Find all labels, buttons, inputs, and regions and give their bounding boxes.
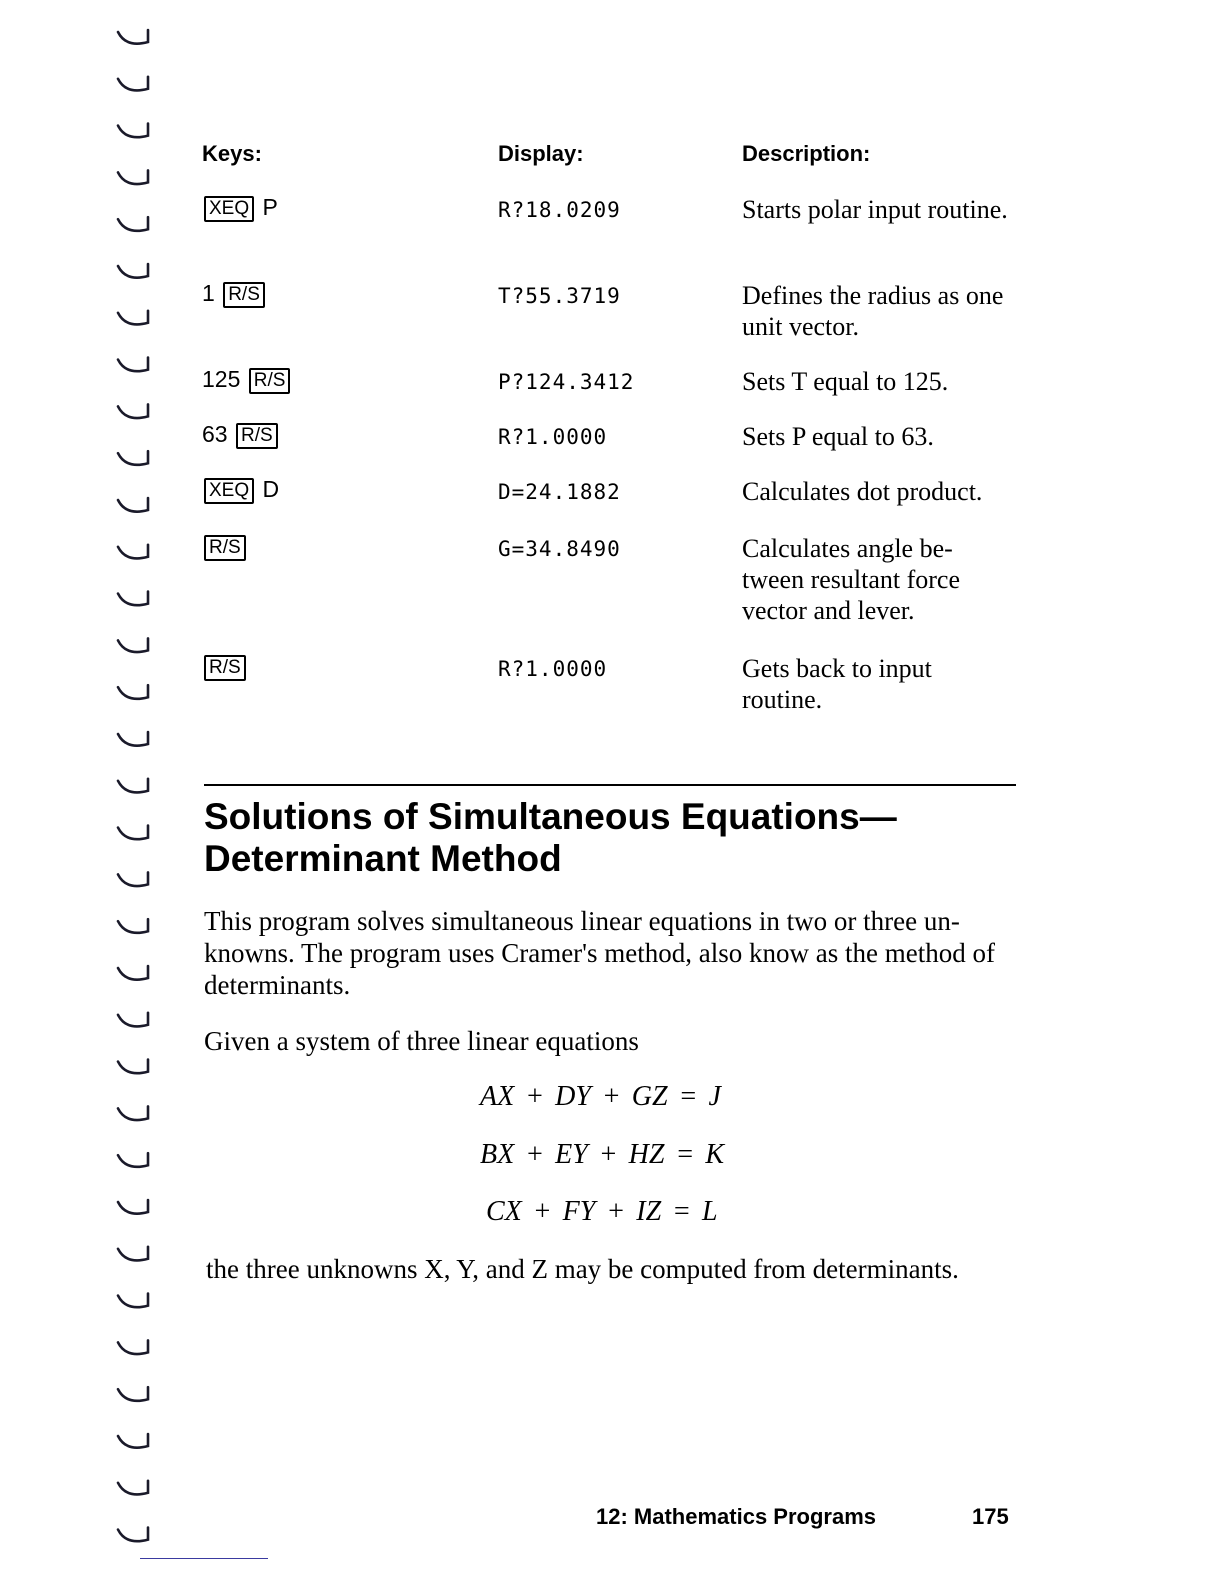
- description-cell: Gets back to input routine.: [742, 654, 932, 714]
- binding-loop: [118, 685, 148, 699]
- binding-loop: [118, 1387, 148, 1401]
- binding-loop: [118, 1060, 148, 1074]
- binding-loop: [118, 217, 148, 231]
- binding-loop: [118, 826, 148, 840]
- binding-loop: [118, 1153, 148, 1167]
- binding-loop: [118, 1200, 148, 1214]
- binding-loop: [118, 966, 148, 980]
- display-cell: P?124.3412: [498, 370, 635, 394]
- binding-loop: [118, 77, 148, 91]
- equation-3: CX + FY + IZ = L: [486, 1196, 718, 1227]
- description-column-header: Description:: [742, 141, 871, 166]
- binding-loop: [118, 1528, 148, 1542]
- binding-loop: [118, 1294, 148, 1308]
- run-stop-key: R/S: [223, 282, 265, 308]
- binding-loop: [118, 124, 148, 138]
- display-cell: R?18.0209: [498, 198, 621, 222]
- keys-cell: [202, 653, 248, 681]
- binding-loop: [118, 170, 148, 184]
- given-paragraph: Given a system of three linear equations: [204, 1026, 639, 1056]
- description-cell: Defines the radius as one unit vector.: [742, 281, 1004, 341]
- binding-loop: [118, 1340, 148, 1354]
- display-column-header: Display:: [498, 141, 584, 166]
- binding-loop: [118, 919, 148, 933]
- binding-loop: [118, 498, 148, 512]
- keys-column-header: Keys:: [202, 141, 262, 166]
- description-cell: Sets P equal to 63.: [742, 422, 934, 451]
- xeq-key: XEQ: [204, 196, 254, 222]
- binding-loop: [118, 1106, 148, 1120]
- binding-loop: [118, 592, 148, 606]
- binding-loop: [118, 1013, 148, 1027]
- xeq-key: XEQ: [204, 478, 254, 504]
- binding-loop: [118, 638, 148, 652]
- binding-loop: [118, 311, 148, 325]
- keys-cell: [202, 533, 248, 561]
- binding-loop: [118, 872, 148, 886]
- binding-edge-line: [140, 1558, 268, 1559]
- page-number: 175: [972, 1504, 1009, 1529]
- run-stop-key: R/S: [204, 535, 246, 561]
- binding-loop: [118, 779, 148, 793]
- display-cell: D=24.1882: [498, 480, 621, 504]
- binding-loop: [118, 1434, 148, 1448]
- equation-2: BX + EY + HZ = K: [480, 1139, 725, 1170]
- section-rule: [204, 784, 1016, 786]
- keys-cell: 1 R/S: [202, 280, 267, 308]
- binding-loop: [118, 1481, 148, 1495]
- keys-cell: XEQ P: [202, 194, 278, 222]
- description-cell: Calculates dot product.: [742, 477, 983, 506]
- description-cell: Sets T equal to 125.: [742, 367, 949, 396]
- display-cell: R?1.0000: [498, 657, 608, 681]
- display-cell: G=34.8490: [498, 537, 621, 561]
- binding-loop: [118, 451, 148, 465]
- display-cell: R?1.0000: [498, 425, 608, 449]
- display-cell: T?55.3719: [498, 284, 621, 308]
- keys-cell: XEQ D: [202, 476, 279, 504]
- equation-1: AX + DY + GZ = J: [480, 1081, 721, 1112]
- description-cell: Starts polar input routine.: [742, 195, 1008, 224]
- description-cell: Calculates angle be- tween resultant force vector and lever.: [742, 534, 961, 625]
- run-stop-key: R/S: [249, 368, 291, 394]
- run-stop-key: R/S: [204, 655, 246, 681]
- binding-loop: [118, 545, 148, 559]
- conclusion-paragraph: the three unknowns X, Y, and Z may be computed from determinants.: [206, 1254, 959, 1284]
- binding-loop: [118, 732, 148, 746]
- intro-paragraph: This program solves simultaneous linear equations in two or three un- knowns. The program uses Cramer's method, also know as the method of determinants.: [204, 906, 995, 1000]
- section-heading: Solutions of Simultaneous Equations— Determinant Method: [204, 796, 897, 879]
- keys-cell: 63 R/S: [202, 421, 280, 449]
- binding-loop: [118, 404, 148, 418]
- keys-cell: 125 R/S: [202, 366, 292, 394]
- run-stop-key: R/S: [236, 423, 278, 449]
- binding-loop: [118, 264, 148, 278]
- footer-chapter: 12: Mathematics Programs: [596, 1504, 876, 1529]
- binding-loop: [118, 30, 148, 44]
- binding-loop: [118, 1247, 148, 1261]
- binding-loop: [118, 358, 148, 372]
- spiral-binding: [112, 24, 156, 1564]
